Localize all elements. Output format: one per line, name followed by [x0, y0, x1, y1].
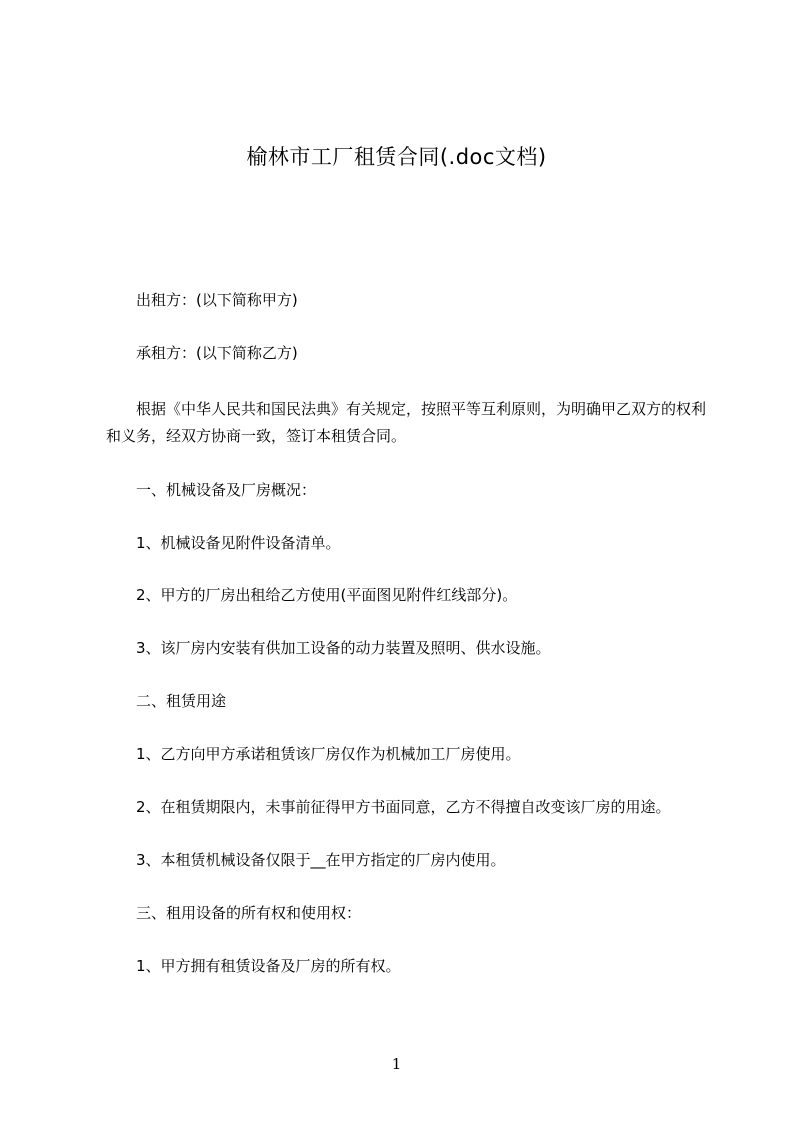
section-2-heading: 二、租赁用途 — [136, 692, 227, 710]
lessor-line: 出租方：(以下简称甲方) — [136, 291, 298, 309]
section-1-item-1: 1、机械设备见附件设备清单。 — [136, 534, 341, 552]
section-3-item-1: 1、甲方拥有租赁设备及厂房的所有权。 — [136, 957, 401, 975]
page-number: 1 — [391, 1055, 402, 1073]
section-1-item-2: 2、甲方的厂房出租给乙方使用(平面图见附件红线部分)。 — [136, 586, 518, 604]
section-1-heading: 一、机械设备及厂房概况： — [136, 481, 317, 499]
document-title: 榆林市工厂租赁合同(.doc文档) — [246, 145, 547, 169]
section-2-item-3: 3、本租赁机械设备仅限于__在甲方指定的厂房内使用。 — [136, 851, 506, 869]
section-3-heading: 三、租用设备的所有权和使用权： — [136, 904, 362, 922]
lessee-line: 承租方：(以下简称乙方) — [136, 344, 298, 362]
preamble-paragraph: 根据《中华人民共和国民法典》有关规定，按照平等互利原则，为明确甲乙双方的权利和义务，经双方协商一致，签订本租赁合同。 — [106, 400, 707, 445]
section-2-item-2: 2、在租赁期限内，未事前征得甲方书面同意，乙方不得擅自改变该厂房的用途。 — [136, 798, 671, 816]
section-2-item-1: 1、乙方向甲方承诺租赁该厂房仅作为机械加工厂房使用。 — [136, 745, 521, 763]
section-1-item-3: 3、该厂房内安装有供加工设备的动力装置及照明、供水设施。 — [136, 639, 551, 657]
